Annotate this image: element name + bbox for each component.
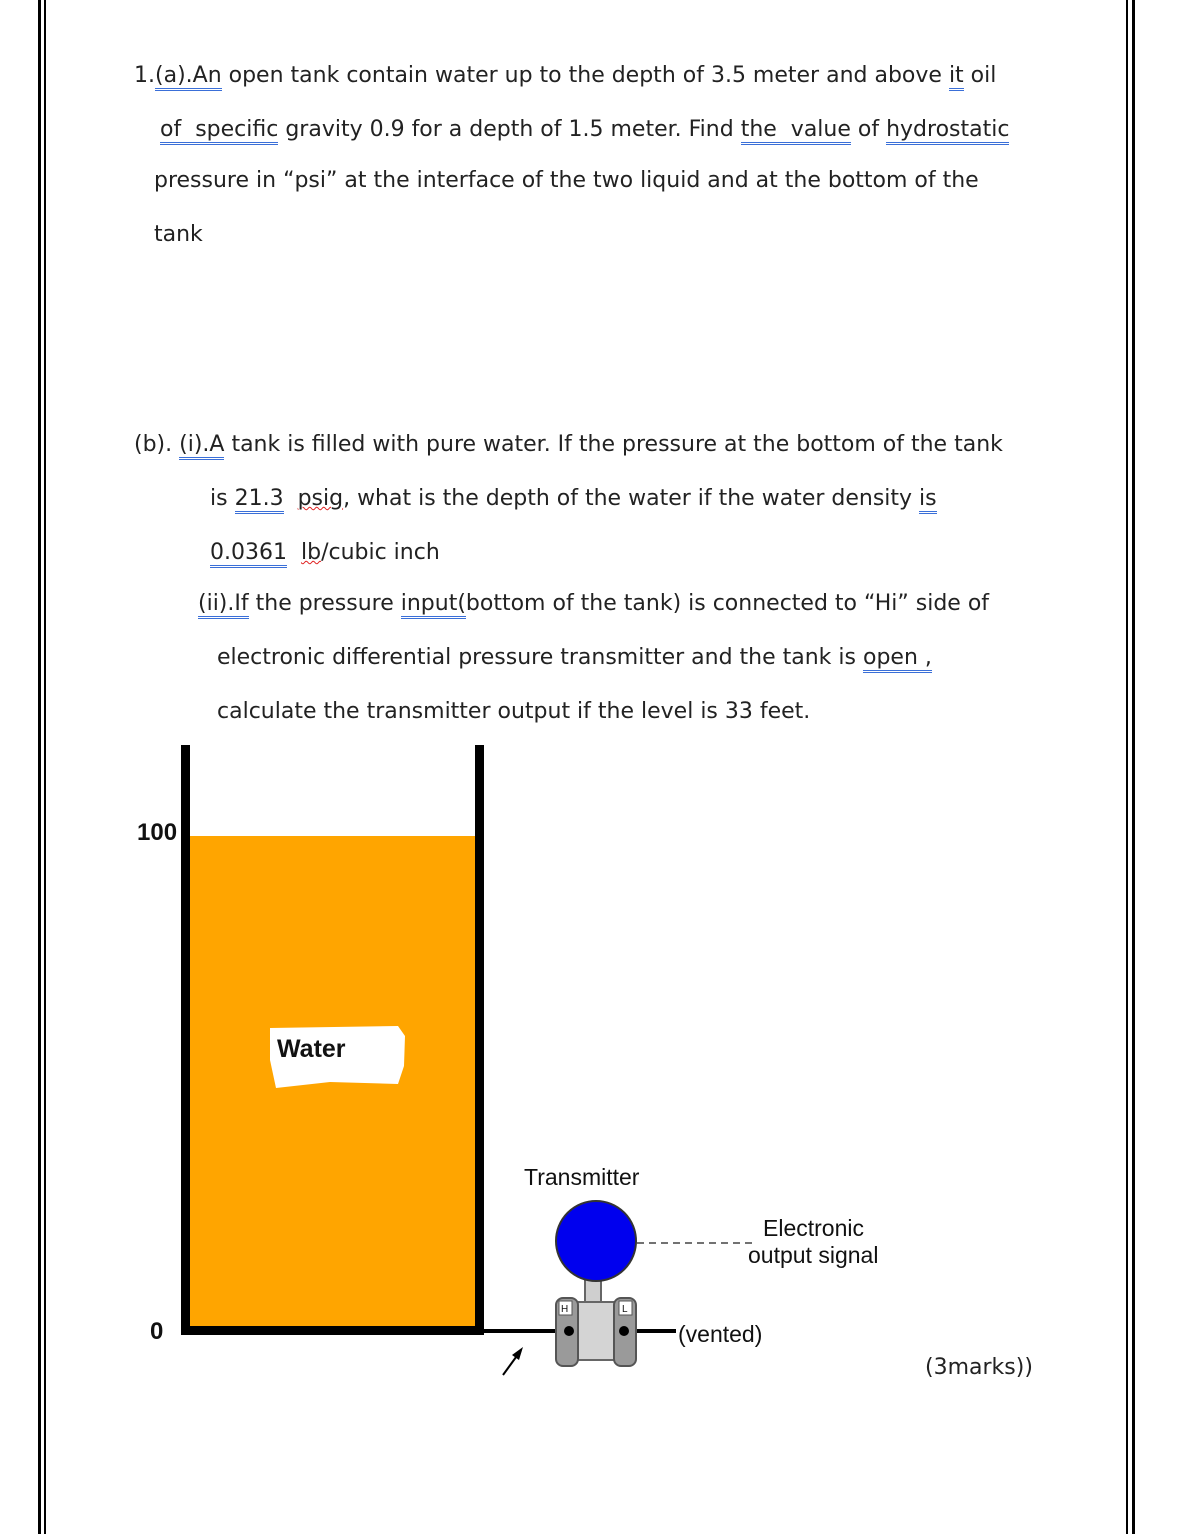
lo-port-label: L	[622, 1304, 628, 1315]
output-label-line-1: Electronic	[763, 1215, 864, 1241]
question-b-line-5: electronic differential pressure transmitter and the tank is open ,	[217, 644, 932, 672]
q-number: 1.	[134, 63, 155, 88]
q-a-label: (a).An	[155, 63, 222, 91]
hi-port-label: H	[561, 1304, 569, 1315]
transmitter-label: Transmitter	[524, 1164, 640, 1190]
scale-bottom-label: 0	[150, 1318, 164, 1345]
transmitter-body	[576, 1302, 616, 1360]
question-b-line-3: 0.0361 lb/cubic inch	[210, 539, 440, 567]
transmitter-head	[556, 1201, 636, 1281]
question-a-line-4: tank	[154, 222, 203, 247]
question-b-line-2: is 21.3 psig, what is the depth of the water if the water density is	[210, 485, 937, 513]
question-b-line-4: (ii).If the pressure input(bottom of the tank) is connected to “Hi” side of	[198, 590, 989, 618]
hi-port-dot	[564, 1326, 574, 1336]
tank-left-wall	[181, 745, 190, 1335]
water-label: Water	[277, 1035, 346, 1063]
scale-top-label: 100	[137, 819, 178, 846]
question-a-line-1: 1.(a).An open tank contain water up to the depth of 3.5 meter and above it oil	[134, 62, 996, 90]
output-label-line-2: output signal	[748, 1242, 879, 1268]
tank-right-wall	[475, 745, 484, 1335]
tank-bottom	[181, 1326, 484, 1335]
question-a-line-2: of specific gravity 0.9 for a depth of 1.5 meter. Find the value of hydrostatic	[160, 116, 1009, 144]
vented-label: (vented)	[678, 1321, 763, 1347]
flow-arrow-head	[512, 1347, 523, 1360]
question-b-line-1: (b). (i).A tank is filled with pure water. If the pressure at the bottom of the tank	[134, 431, 1003, 459]
lo-port-dot	[619, 1326, 629, 1336]
marks-label: (3marks))	[925, 1355, 1033, 1380]
question-a-line-3: pressure in “psi” at the interface of the two liquid and at the bottom of the	[154, 168, 979, 193]
question-b-line-6: calculate the transmitter output if the level is 33 feet.	[217, 699, 811, 724]
